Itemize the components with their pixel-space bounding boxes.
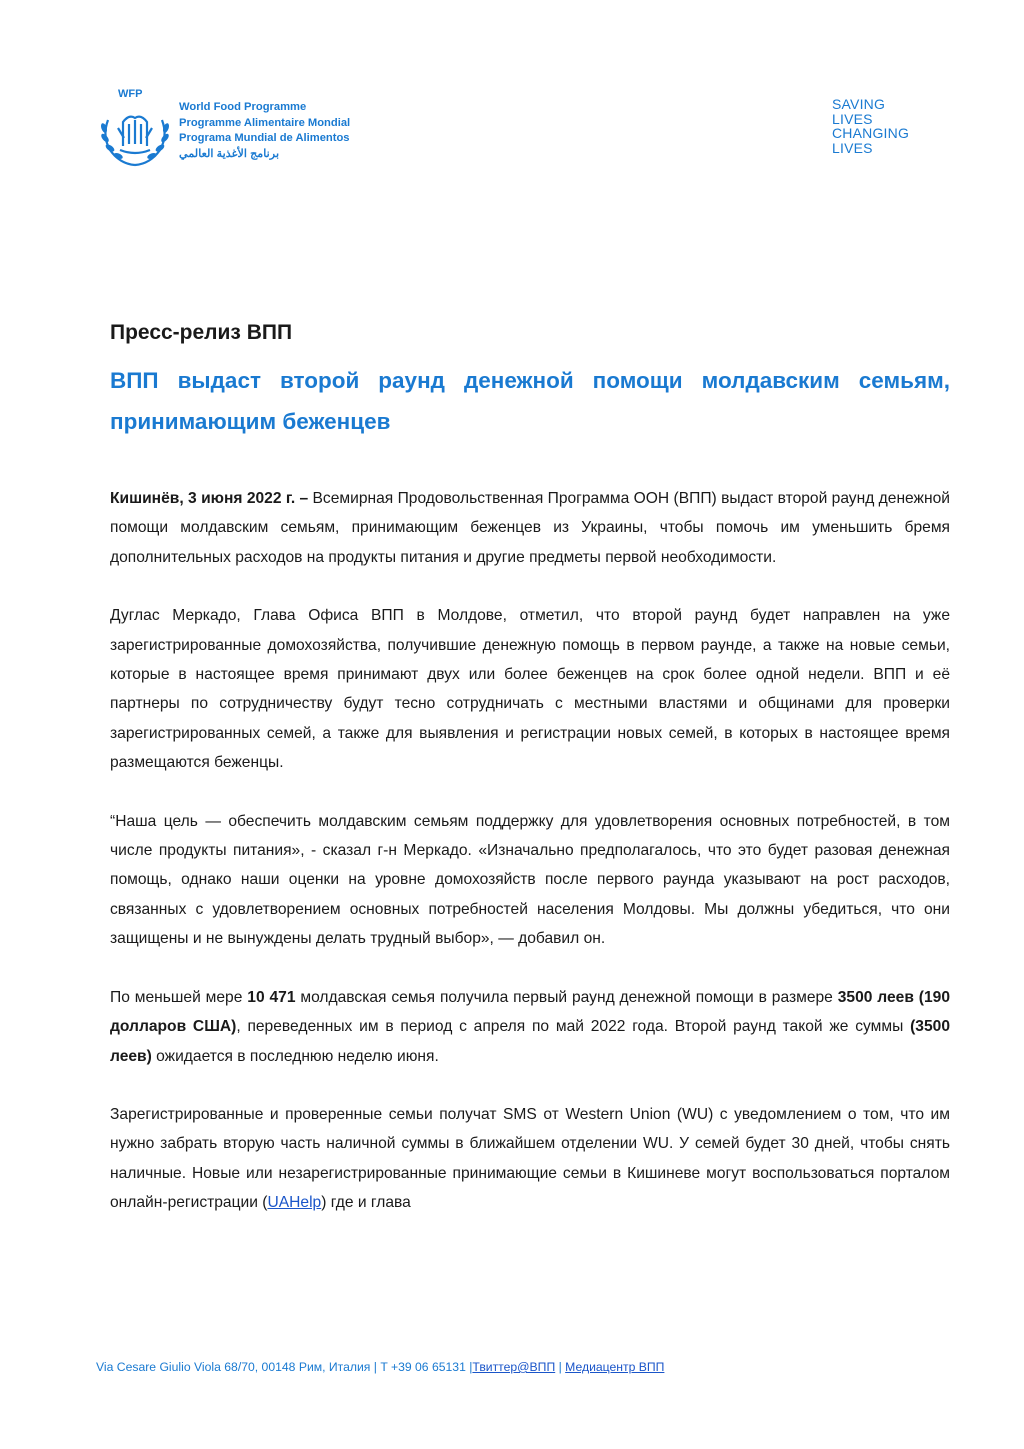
organization-names <box>179 100 350 162</box>
tagline-line: LIVES <box>832 110 873 127</box>
paragraph-3: “Наша цель — обеспечить молдавским семьям поддержку для удовлетворения основных потребностей, в том числе продукты питания», - сказал г-н Меркадо. «Изначально предполагалось, что это будет разовая денежная помощь, однако наши оценки на уровне домохозяйств после первого раунда указывают на рост расходов, связанных с удовлетворением основных потребностей населения Молдовы. Мы должны убедиться, что они защищены и не вынуждены делать трудный выбор», — добавил он. <box>110 812 950 948</box>
page-header <box>0 0 1024 200</box>
bold-figure: 10 471 <box>247 988 296 1006</box>
paragraph-1 <box>110 484 950 572</box>
media-center-link[interactable]: Медиацентр ВПП <box>565 1360 665 1374</box>
bold-figure: 3500 леев (190 долларов США) <box>110 988 950 1036</box>
tagline-line: SAVING <box>832 96 886 112</box>
paragraph-2: Дуглас Меркадо, Глава Офиса ВПП в Молдове, отметил, что второй раунд будет направлен на уже зарегистрированные домохозяйства, получившие денежную помощь в первом раунде, а также на новые семьи, которые в настоящее время принимают двух или более беженцев на срок более одной недели. ВПП и её партнеры по сотрудничеству будут тесно сотрудничать с местными властями и общинами для проверки зарегистрированных семей, а также для выявления и регистрации новых семей, в которых в настоящее время размещаются беженцы. <box>110 607 950 772</box>
tagline-line: CHANGING <box>832 125 910 141</box>
paragraph-text: ) где и глава <box>321 1194 411 1212</box>
bold-figure: (3500 леев) <box>110 1018 950 1065</box>
document-title: ВПП выдаст второй раунд денежной помощи молдавским семьям, принимающим беженцев <box>110 368 950 434</box>
paragraph-text: Зарегистрированные и проверенные семьи получат SMS от Western Union (WU) с уведомлением о том, что им нужно забрать вторую часть наличной суммы в ближайшем отделении WU. У семей будет 30 дней, чтобы снять наличные. Новые или незарегистрированные принимающие семьи в Кишиневе могут воспользоваться порталом онлайн-регистрации ( <box>110 1105 950 1212</box>
tagline <box>832 97 909 155</box>
page-footer <box>96 1360 956 1374</box>
wfp-acronym: WFP <box>118 88 143 100</box>
uahelp-link[interactable]: UAHelp <box>267 1194 322 1212</box>
footer-address: Via Cesare Giulio Viola 68/70, 00148 Рим, Италия | T +39 06 65131 | <box>96 1360 473 1374</box>
org-name-en: World Food Programme <box>179 101 307 113</box>
paragraph-text: , переведенных им в период с апреля по май 2022 года. Второй раунд такой же суммы <box>236 1018 911 1036</box>
document-body <box>110 318 950 1247</box>
paragraph-text: Всемирная Продовольственная Программа ООН (ВПП) выдаст второй раунд денежной помощи молдавским семьям, принимающим беженцев из Украины, чтобы помочь им уменьшить бремя дополнительных расходов на продукты питания и другие предметы первой необходимости. <box>110 490 950 566</box>
document-kind: Пресс-релиз ВПП <box>110 321 293 344</box>
org-name-fr: Programme Alimentaire Mondial <box>179 116 351 129</box>
paragraphs <box>110 484 950 1218</box>
paragraph-text: По меньшей мере <box>110 988 248 1006</box>
footer-separator: | <box>555 1360 566 1374</box>
dateline: Кишинёв, 3 июня 2022 г. – <box>110 490 309 507</box>
twitter-link[interactable]: Твиттер@ВПП <box>472 1360 556 1374</box>
paragraph-4 <box>110 983 950 1071</box>
paragraph-text: молдавская семья получила первый раунд денежной помощи в размере <box>295 988 838 1006</box>
wfp-emblem-icon <box>94 88 176 170</box>
paragraph-5 <box>110 1100 950 1218</box>
org-name-ar: برنامج الأغذية العالمي <box>179 147 280 160</box>
org-name-es: Programa Mundial de Alimentos <box>179 132 350 144</box>
tagline-line: LIVES <box>832 139 873 156</box>
paragraph-text: ожидается в последнюю неделю июня. <box>151 1047 439 1065</box>
